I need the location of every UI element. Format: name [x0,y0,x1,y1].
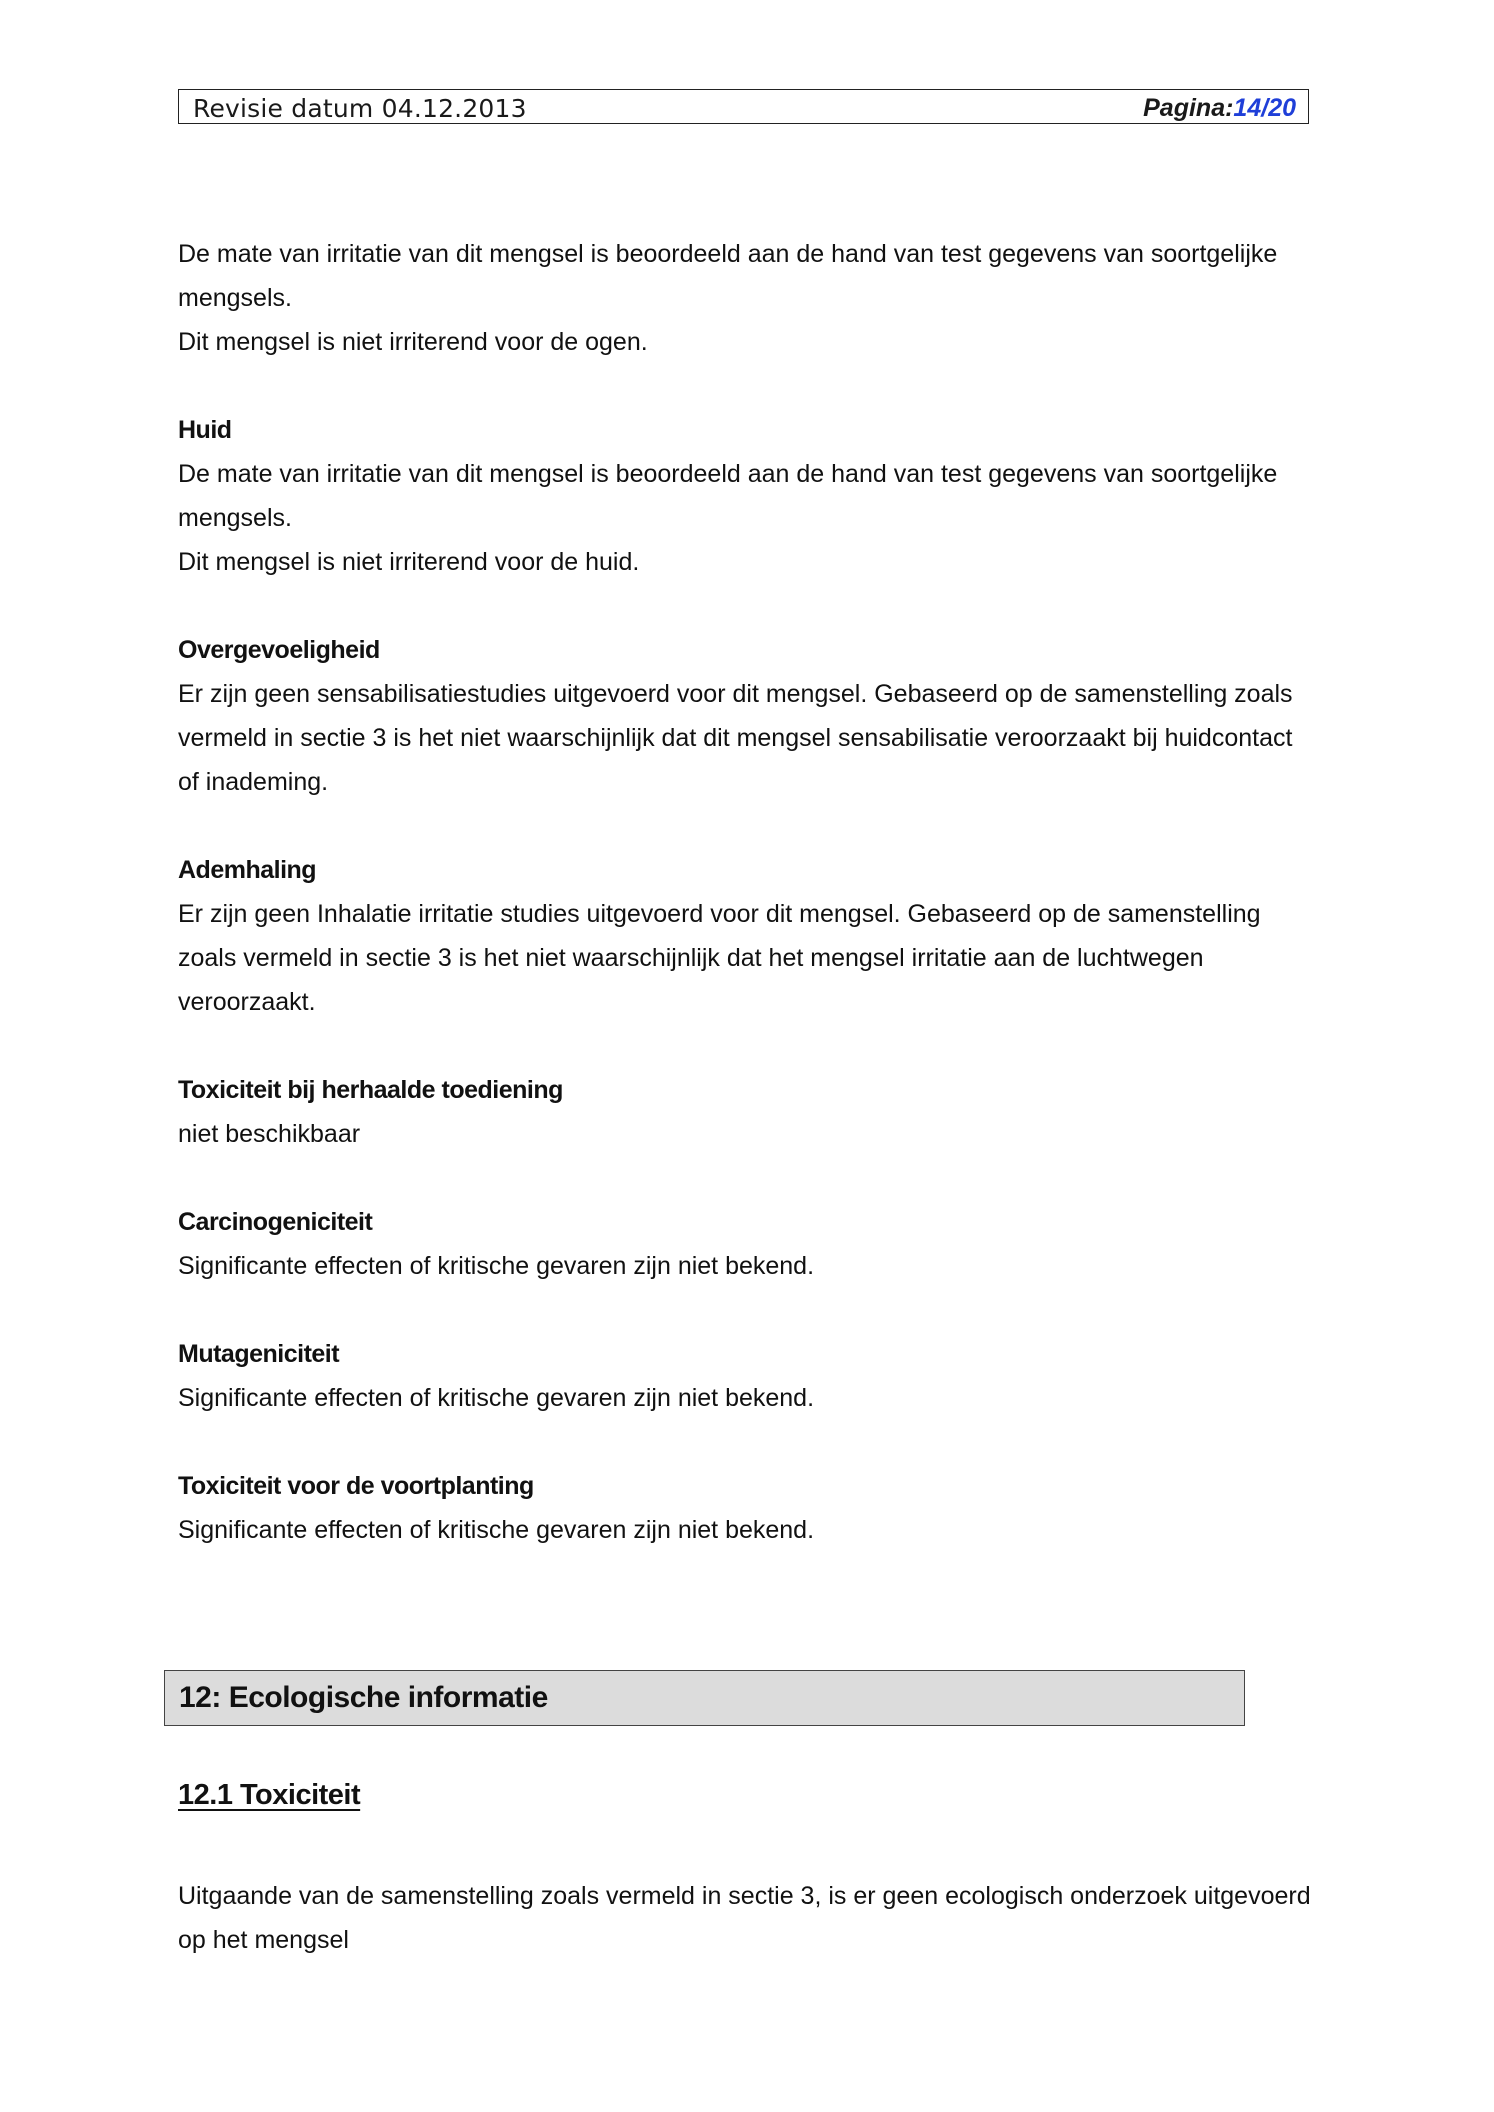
paragraph-line: Significante effecten of kritische gevaren zijn niet bekend. [178,1252,815,1280]
section-12-bar [164,1670,1245,1726]
paragraph-line: mengsels. [178,284,292,312]
toxicology-content [178,232,1328,1552]
paragraph-line: Uitgaande van de samenstelling zoals vermeld in sectie 3, is er geen ecologisch onderzoek uitgevoerd [178,1882,1311,1910]
mutagenicity-section [178,1332,1328,1420]
paragraph-line: De mate van irritatie van dit mengsel is beoordeeld aan de hand van test gegevens van soortgelijke [178,240,1278,268]
page-number: Pagina:14/20 [1143,94,1296,122]
reproduction-section [178,1464,1328,1552]
page-total: 20 [1268,94,1296,122]
section-12-title: 12: Ecologische informatie [179,1681,548,1714]
paragraph-line: Significante effecten of kritische gevaren zijn niet bekend. [178,1516,815,1544]
paragraph-line: Dit mengsel is niet irriterend voor de huid. [178,548,640,576]
paragraph-line: De mate van irritatie van dit mengsel is beoordeeld aan de hand van test gegevens van soortgelijke [178,460,1278,488]
subsection-12-1-title: 12.1 Toxiciteit [178,1779,361,1811]
skin-section [178,408,1328,584]
paragraph-line: of inademing. [178,768,329,796]
eyes-section [178,232,1328,364]
paragraph-line: mengsels. [178,504,292,532]
paragraph-line: Dit mengsel is niet irriterend voor de ogen. [178,328,648,356]
section-heading: Huid [178,416,232,444]
section-heading: Ademhaling [178,856,317,884]
section-heading: Mutageniciteit [178,1340,340,1368]
section-heading: Toxiciteit voor de voortplanting [178,1472,534,1500]
paragraph-line: zoals vermeld in sectie 3 is het niet waarschijnlijk dat het mengsel irritatie aan de luchtwegen [178,944,1204,972]
revision-date: Revisie datum 04.12.2013 [193,94,527,123]
ecology-paragraph [178,1874,1338,1962]
section-heading: Carcinogeniciteit [178,1208,373,1236]
paragraph-line: niet beschikbaar [178,1120,361,1148]
respiration-section [178,848,1328,1024]
carcinogenicity-section [178,1200,1328,1288]
section-heading: Toxiciteit bij herhaalde toediening [178,1076,563,1104]
paragraph-line: Er zijn geen Inhalatie irritatie studies uitgevoerd voor dit mengsel. Gebaseerd op de samenstelling [178,900,1261,928]
page-header [178,89,1309,124]
section-heading: Overgevoeligheid [178,636,380,664]
repeated-dose-section [178,1068,1328,1156]
paragraph-line: op het mengsel [178,1926,349,1954]
paragraph-line: vermeld in sectie 3 is het niet waarschijnlijk dat dit mengsel sensabilisatie veroorzaakt bij huidcontact [178,724,1293,752]
paragraph-line: Er zijn geen sensabilisatiestudies uitgevoerd voor dit mengsel. Gebaseerd op de samenstelling zoals [178,680,1293,708]
page-current: 14 [1233,94,1262,122]
sensitization-section [178,628,1328,804]
paragraph-line: Significante effecten of kritische gevaren zijn niet bekend. [178,1384,815,1412]
paragraph-line: veroorzaakt. [178,988,316,1016]
